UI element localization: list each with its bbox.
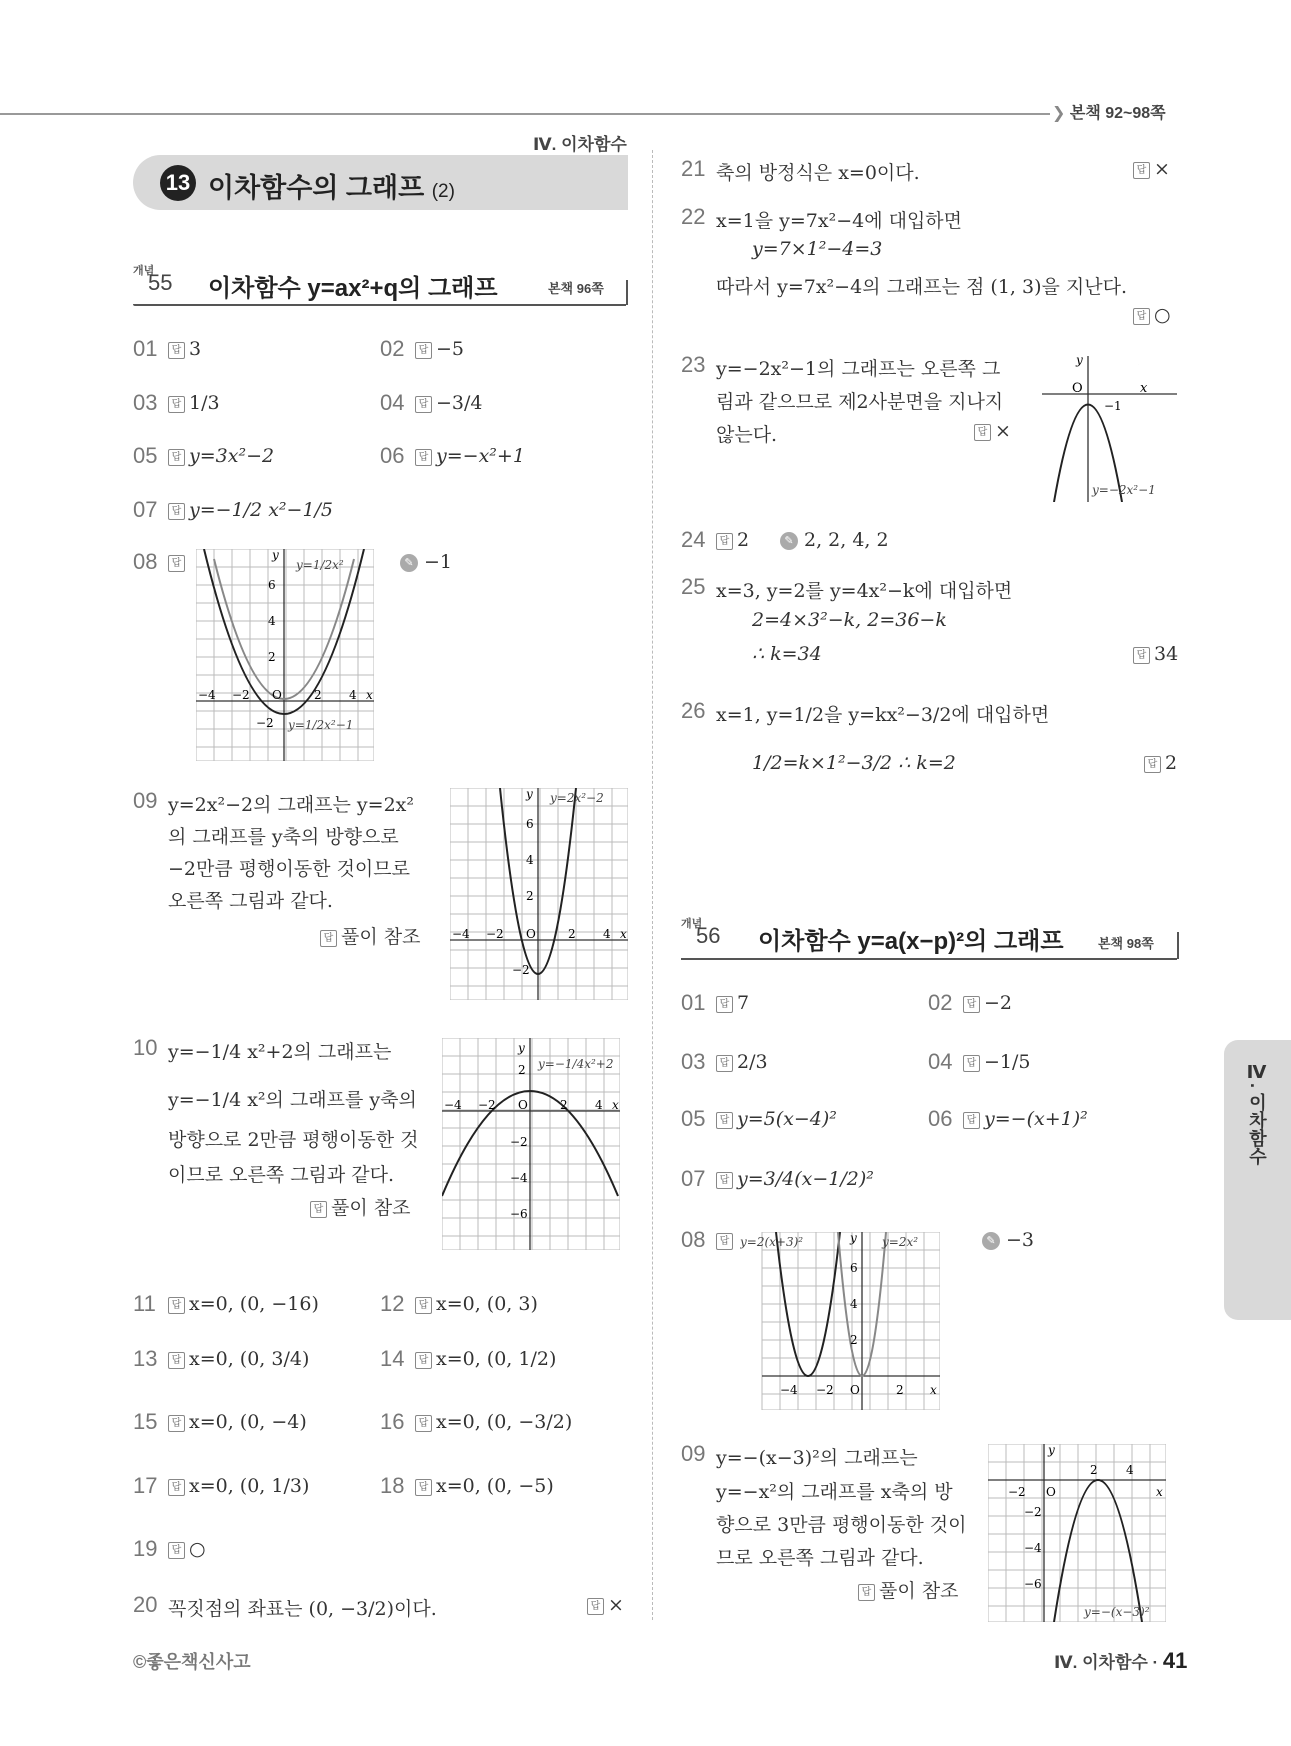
svg-text:−6: −6	[1024, 1577, 1042, 1591]
problem-number: 18	[380, 1473, 405, 1498]
svg-text:y: y	[272, 549, 279, 562]
svg-text:−4: −4	[444, 1098, 462, 1112]
concept56-rightbar	[1177, 932, 1179, 959]
header-book-ref: ❯ 본책 92~98쪽	[1052, 105, 1166, 122]
explanation-line: 방향으로 2만큼 평행이동한 것	[168, 1129, 419, 1151]
answer: 답 3	[168, 338, 201, 360]
problem-number: 06	[928, 1106, 953, 1131]
answer: 답 −5	[415, 338, 464, 360]
svg-text:y=1/2x²−1: y=1/2x²−1	[288, 718, 354, 732]
explanation-line: 2=4×3²−k, 2=36−k	[752, 609, 947, 631]
explanation-line: 1/2=k×1²−3/2 ∴ k=2	[752, 752, 956, 774]
concept56-title: 이차함수 y=a(x−p)²의 그래프	[758, 928, 1064, 955]
explanation-line: 림과 같으므로 제2사분면을 지나지	[716, 391, 1004, 413]
svg-text:x: x	[366, 688, 373, 702]
svg-text:y=2x²: y=2x²	[882, 1235, 919, 1249]
problem-number: 04	[380, 390, 405, 415]
explanation-line: x=1, y=1/2을 y=kx²−3/2에 대입하면	[716, 704, 1050, 726]
answer: 답 x=0, (0, −5)	[415, 1475, 554, 1497]
column-divider	[652, 150, 653, 1620]
problem-number: 21	[681, 156, 706, 181]
answer: 답 풀이 참조	[858, 1576, 958, 1603]
problem-number: 22	[681, 204, 706, 229]
chevron-right-icon: ❯	[1052, 105, 1070, 122]
answer: 답 x=0, (0, 3/4)	[168, 1348, 309, 1370]
hint-answer: ✎ −1	[400, 551, 452, 573]
svg-text:2: 2	[314, 688, 322, 702]
answer: 답 풀이 참조	[310, 1193, 410, 1220]
problem-number: 02	[928, 990, 953, 1015]
svg-text:x: x	[1140, 381, 1148, 396]
svg-text:O: O	[850, 1383, 860, 1397]
svg-text:4: 4	[603, 927, 611, 941]
problem-number: 10	[133, 1035, 158, 1060]
answer-icon: 답	[415, 1415, 432, 1432]
svg-text:−4: −4	[510, 1171, 528, 1185]
explanation-line: y=−x²의 그래프를 x축의 방	[716, 1481, 953, 1503]
answer: 답 ○	[1133, 304, 1171, 326]
answer-icon: 답	[716, 1112, 733, 1129]
problem-number: 11	[133, 1291, 156, 1316]
explanation-line: 이므로 오른쪽 그림과 같다.	[168, 1164, 395, 1186]
svg-text:−2: −2	[1024, 1505, 1042, 1519]
problem-number: 01	[133, 336, 158, 361]
explanation-line: x=1을 y=7x²−4에 대입하면	[716, 210, 963, 232]
svg-text:6: 6	[268, 578, 276, 592]
answer-icon: 답	[168, 1297, 185, 1314]
answer: 답 x=0, (0, 3)	[415, 1293, 538, 1315]
answer: 답 ×	[587, 1594, 624, 1616]
statement: 축의 방정식은 x=0이다.	[716, 162, 920, 184]
svg-text:y: y	[526, 788, 533, 801]
answer-icon: 답	[716, 1055, 733, 1072]
problem-number: 12	[380, 1291, 405, 1316]
answer-icon: 답	[963, 1055, 980, 1072]
problem-number: 02	[380, 336, 405, 361]
answer: 답 y=−(x+1)²	[963, 1108, 1088, 1130]
answer-icon: 답	[415, 342, 432, 359]
svg-text:−2: −2	[486, 927, 504, 941]
problem-number: 15	[133, 1409, 158, 1434]
svg-text:6: 6	[526, 817, 534, 831]
explanation-line: 오른쪽 그림과 같다.	[168, 890, 333, 912]
answer: 답 풀이 참조	[320, 922, 420, 949]
explanation-line: 향으로 3만큼 평행이동한 것이	[716, 1514, 967, 1536]
answer: 답 ○	[168, 1538, 206, 1560]
problem-number: 20	[133, 1592, 158, 1617]
answer-icon: 답	[168, 449, 185, 466]
svg-text:2: 2	[560, 1098, 568, 1112]
answer-icon: 답	[168, 396, 185, 413]
answer: 답 y=5(x−4)²	[716, 1108, 837, 1130]
problem-number: 03	[681, 1049, 706, 1074]
svg-text:y=−1/4x²+2: y=−1/4x²+2	[538, 1057, 614, 1071]
answer-icon: 답	[168, 1479, 185, 1496]
answer-icon: 답	[716, 1233, 733, 1250]
answer-icon: 답	[310, 1201, 327, 1218]
answer-icon: 답	[168, 503, 185, 520]
answer: 답 x=0, (0, 1/2)	[415, 1348, 556, 1370]
answer-icon: 답	[858, 1584, 875, 1601]
svg-text:4: 4	[850, 1297, 858, 1311]
problem-number: 23	[681, 352, 706, 377]
problem-number: 03	[133, 390, 158, 415]
svg-text:O: O	[1072, 381, 1083, 396]
svg-text:4: 4	[349, 688, 357, 702]
explanation-line: 않는다.	[716, 424, 778, 446]
answer: 답 x=0, (0, −3/2)	[415, 1411, 572, 1433]
pencil-icon: ✎	[400, 554, 418, 572]
svg-text:−2: −2	[816, 1383, 834, 1397]
svg-text:2: 2	[268, 650, 276, 664]
footer-chapter: Ⅳ. 이차함수 · 41	[1054, 1648, 1188, 1673]
svg-text:−2: −2	[1008, 1485, 1026, 1499]
answer-icon: 답	[168, 1352, 185, 1369]
pencil-icon: ✎	[780, 532, 798, 550]
explanation-line: 므로 오른쪽 그림과 같다.	[716, 1547, 924, 1569]
answer-icon: 답	[1133, 308, 1150, 325]
answer: 답 ×	[974, 420, 1011, 442]
explanation-line: 따라서 y=7x²−4의 그래프는 점 (1, 3)을 지난다.	[716, 276, 1128, 298]
answer: 답 ×	[1133, 158, 1170, 180]
answer: 답 2	[716, 529, 749, 551]
svg-text:4: 4	[268, 614, 276, 628]
problem-number: 16	[380, 1409, 405, 1434]
answer-icon: 답	[415, 396, 432, 413]
explanation-line: y=−1/4 x²의 그래프를 y축의	[168, 1089, 417, 1111]
explanation-line: −2만큼 평행이동한 것이므로	[168, 858, 410, 880]
svg-text:O: O	[518, 1098, 528, 1112]
answer-icon: 답	[963, 1112, 980, 1129]
concept56-label: 개념	[681, 918, 703, 930]
svg-text:−2: −2	[256, 716, 274, 730]
header-rule	[0, 113, 1050, 115]
answer-icon: 답	[1133, 647, 1150, 664]
statement: 꼭짓점의 좌표는 (0, −3/2)이다.	[168, 1598, 437, 1620]
answer-icon: 답	[415, 1297, 432, 1314]
problem-number: 05	[681, 1106, 706, 1131]
answer-icon: 답	[1144, 756, 1161, 773]
explanation-line: y=7×1²−4=3	[752, 238, 883, 260]
svg-text:y=2(x+3)²: y=2(x+3)²	[740, 1235, 804, 1249]
problem-number: 06	[380, 443, 405, 468]
answer-icon: 답	[716, 533, 733, 550]
graph-q09	[988, 1444, 1166, 1622]
svg-text:−2: −2	[478, 1098, 496, 1112]
svg-text:2: 2	[518, 1063, 526, 1077]
hint-answer: ✎ −3	[982, 1229, 1034, 1251]
svg-text:y=−2x²−1: y=−2x²−1	[1092, 483, 1156, 497]
problem-number: 09	[133, 788, 158, 813]
problem-number: 14	[380, 1346, 405, 1371]
concept56-underline	[681, 958, 1177, 960]
svg-text:y=1/2x²: y=1/2x²	[296, 558, 344, 572]
answer: 답 y=3x²−2	[168, 445, 274, 467]
svg-text:2: 2	[850, 1333, 858, 1347]
answer: 답 2	[1144, 752, 1177, 774]
problem-number: 09	[681, 1441, 706, 1466]
answer: 답 7	[716, 992, 749, 1014]
answer-icon-wrap	[716, 1229, 737, 1251]
answer: 답 −1/5	[963, 1051, 1031, 1073]
answer-icon: 답	[320, 930, 337, 947]
answer-icon: 답	[716, 996, 733, 1013]
page-number: 41	[1162, 1648, 1188, 1673]
svg-text:x: x	[1156, 1485, 1163, 1499]
answer-icon: 답	[168, 1415, 185, 1432]
answer-icon: 답	[415, 1479, 432, 1496]
explanation-line: x=3, y=2를 y=4x²−k에 대입하면	[716, 580, 1013, 602]
answer: 답 y=−x²+1	[415, 445, 525, 467]
answer: 답 x=0, (0, −4)	[168, 1411, 307, 1433]
svg-text:4: 4	[526, 853, 534, 867]
svg-text:2: 2	[1090, 1463, 1098, 1477]
svg-text:2: 2	[896, 1383, 904, 1397]
answer-icon: 답	[1133, 162, 1150, 179]
concept55-number: 55	[148, 270, 173, 295]
concept55-label: 개념	[133, 265, 155, 277]
problem-number: 05	[133, 443, 158, 468]
concept55-underline	[133, 304, 626, 306]
pencil-icon: ✎	[982, 1232, 1000, 1250]
section-title: 이차함수의 그래프 (2)	[208, 173, 455, 203]
svg-text:−4: −4	[1024, 1541, 1042, 1555]
explanation-line: 의 그래프를 y축의 방향으로	[168, 826, 399, 848]
answer: 답 1/3	[168, 392, 220, 414]
answer-icon: 답	[716, 1172, 733, 1189]
svg-text:−6: −6	[510, 1207, 528, 1221]
problem-number: 24	[681, 527, 706, 552]
problem-number: 17	[133, 1473, 158, 1498]
graph-p23	[1042, 352, 1182, 502]
header-chapter: Ⅳ. 이차함수	[533, 135, 627, 154]
answer-icon: 답	[168, 1542, 185, 1559]
answer-icon: 답	[963, 996, 980, 1013]
explanation-line: y=−2x²−1의 그래프는 오른쪽 그	[716, 358, 1001, 380]
answer: 답 y=−1/2 x²−1/5	[168, 499, 333, 521]
svg-text:−4: −4	[780, 1383, 798, 1397]
problem-number: 08	[681, 1227, 706, 1252]
problem-number: 01	[681, 990, 706, 1015]
svg-text:y: y	[1048, 1444, 1055, 1457]
svg-text:2: 2	[526, 889, 534, 903]
svg-text:−2: −2	[512, 963, 530, 977]
answer: 답 x=0, (0, 1/3)	[168, 1475, 309, 1497]
explanation-line: ∴ k=34	[752, 643, 822, 665]
svg-text:−4: −4	[452, 927, 470, 941]
svg-text:4: 4	[595, 1098, 603, 1112]
concept56-number: 56	[696, 923, 721, 948]
side-tab-label: Ⅳ. 이차함수	[1247, 1062, 1267, 1166]
graph-p10	[442, 1038, 620, 1250]
svg-text:x: x	[612, 1098, 619, 1112]
answer: 답 y=3/4(x−1/2)²	[716, 1168, 874, 1190]
graph-q08	[740, 1232, 940, 1410]
svg-text:y: y	[1076, 353, 1083, 367]
answer-icon: 답	[168, 342, 185, 359]
problem-number: 07	[681, 1166, 706, 1191]
answer: 답 −3/4	[415, 392, 483, 414]
explanation-line: y=−1/4 x²+2의 그래프는	[168, 1041, 392, 1063]
explanation-line: y=−(x−3)²의 그래프는	[716, 1447, 918, 1469]
svg-text:.: .	[1138, 365, 1139, 366]
section-number-badge: 13	[160, 165, 196, 201]
answer-icon: 답	[974, 424, 991, 441]
footer-publisher: ©좋은책신사고	[133, 1652, 251, 1672]
concept55-title: 이차함수 y=ax²+q의 그래프	[208, 275, 498, 302]
answer-icon: 답	[415, 1352, 432, 1369]
answer: 답 34	[1133, 643, 1178, 665]
svg-text:4: 4	[1126, 1463, 1134, 1477]
svg-text:y=−(x−3)²: y=−(x−3)²	[1084, 1605, 1150, 1619]
problem-number: 07	[133, 497, 158, 522]
concept55-rightbar	[626, 280, 628, 305]
svg-text:O: O	[272, 688, 282, 702]
problem-number: 04	[928, 1049, 953, 1074]
answer: 답 −2	[963, 992, 1012, 1014]
answer-icon: 답	[415, 449, 432, 466]
problem-number: 25	[681, 574, 706, 599]
svg-text:x: x	[620, 927, 627, 941]
problem-number: 26	[681, 698, 706, 723]
svg-text:−4: −4	[198, 688, 216, 702]
hint-answer: ✎ 2, 2, 4, 2	[780, 529, 889, 551]
svg-text:2: 2	[568, 927, 576, 941]
concept56-ref: 본책 98쪽	[1098, 936, 1154, 951]
svg-text:−2: −2	[232, 688, 250, 702]
svg-text:y: y	[518, 1041, 525, 1055]
problem-number: 08	[133, 549, 158, 574]
problem-number: 13	[133, 1346, 158, 1371]
svg-text:x: x	[930, 1383, 937, 1397]
graph-p08	[196, 549, 374, 761]
explanation-line: y=2x²−2의 그래프는 y=2x²	[168, 794, 415, 816]
graph-p09	[450, 788, 628, 1000]
svg-text:O: O	[526, 927, 536, 941]
answer-icon: 답	[168, 555, 185, 572]
answer: 답 x=0, (0, −16)	[168, 1293, 319, 1315]
svg-text:y: y	[850, 1232, 857, 1245]
svg-text:y=2x²−2: y=2x²−2	[550, 791, 604, 805]
answer: 답 2/3	[716, 1051, 768, 1073]
svg-text:6: 6	[850, 1261, 858, 1275]
concept55-ref: 본책 96쪽	[548, 281, 604, 296]
answer-icon: 답	[587, 1598, 604, 1615]
svg-text:−2: −2	[510, 1135, 528, 1149]
problem-number: 19	[133, 1536, 158, 1561]
svg-text:−1: −1	[1104, 399, 1122, 413]
svg-text:O: O	[1046, 1485, 1056, 1499]
answer-icon-wrap	[168, 551, 189, 573]
